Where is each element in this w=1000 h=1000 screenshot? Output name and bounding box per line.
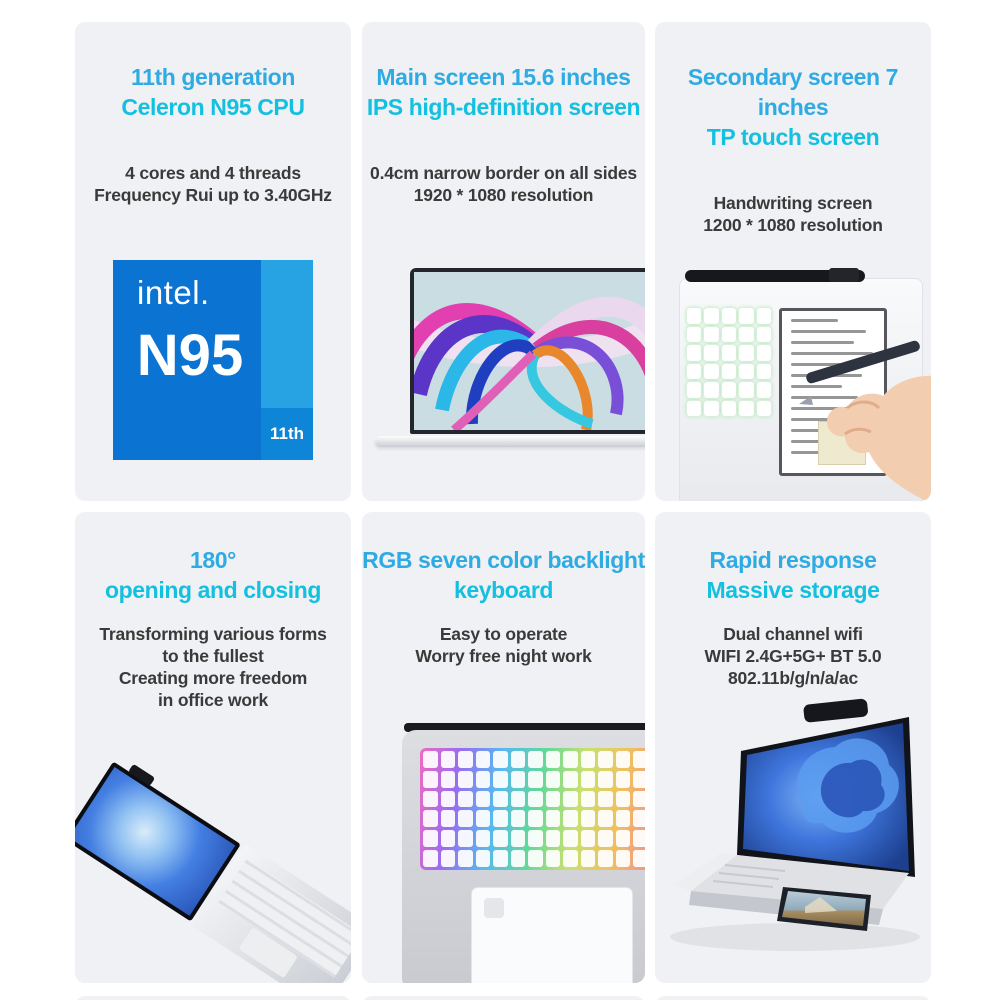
laptop-wallpaper (414, 272, 645, 430)
heading-line: TP touch screen (706, 124, 880, 150)
kb-key (423, 751, 438, 768)
kb-key (493, 791, 508, 808)
kb-key (476, 791, 491, 808)
kb-key (581, 850, 596, 867)
heading-line: Celeron N95 CPU (121, 94, 305, 120)
badge-model-label: N95 (136, 323, 244, 388)
card-heading (75, 62, 351, 122)
kb-key (598, 810, 613, 827)
kb-key (616, 810, 631, 827)
heading-line: RGB seven color backlight (362, 547, 645, 573)
kb-key (563, 830, 578, 847)
laptop-180-image (75, 711, 351, 973)
kb-key (633, 850, 645, 867)
kb-key (528, 791, 543, 808)
body-line: Handwriting screen (713, 193, 873, 213)
kb-key (423, 791, 438, 808)
laptop-deck (402, 730, 645, 983)
kb-key (616, 830, 631, 847)
body-line: Worry free night work (415, 646, 592, 666)
card-body (655, 192, 931, 236)
kb-key (563, 850, 578, 867)
kb-key (493, 830, 508, 847)
kb-key (511, 791, 526, 808)
td-key (687, 327, 701, 343)
kb-key (598, 771, 613, 788)
next-row-card (362, 996, 645, 1000)
kb-key (633, 751, 645, 768)
handwriting-screen-image (655, 256, 931, 501)
kb-key (423, 810, 438, 827)
td-key (687, 382, 701, 398)
camera-module (829, 268, 859, 282)
kb-key (511, 771, 526, 788)
kb-key (528, 810, 543, 827)
td-key (704, 364, 718, 380)
kb-key (563, 810, 578, 827)
trackpad (472, 888, 632, 983)
kb-key (511, 751, 526, 768)
kb-key (581, 830, 596, 847)
td-key (722, 401, 736, 417)
kb-key (441, 850, 456, 867)
card-body (75, 623, 351, 711)
kb-key (528, 850, 543, 867)
td-key (704, 345, 718, 361)
laptop-screen (410, 268, 645, 434)
kb-key (546, 791, 561, 808)
body-line: 1920 * 1080 resolution (413, 185, 594, 205)
body-line: Dual channel wifi (723, 624, 863, 644)
kb-key (458, 771, 473, 788)
kb-key (441, 810, 456, 827)
intel-n95-badge (113, 260, 313, 460)
heading-line: IPS high-definition screen (366, 94, 641, 120)
kb-key (563, 791, 578, 808)
kb-key (441, 771, 456, 788)
td-key (757, 364, 771, 380)
td-key (757, 382, 771, 398)
heading-line: Rapid response (709, 547, 877, 573)
heading-line: 180° (190, 547, 236, 573)
kb-key (476, 830, 491, 847)
next-row-card (75, 996, 351, 1000)
td-key (739, 345, 753, 361)
heading-line: keyboard (453, 577, 554, 603)
td-key (739, 327, 753, 343)
kb-key (616, 791, 631, 808)
mini-keyboard (687, 308, 771, 416)
td-key (704, 382, 718, 398)
td-key (757, 327, 771, 343)
body-line: Transforming various forms (99, 624, 327, 644)
heading-line: Main screen 15.6 inches (376, 64, 631, 90)
kb-key (511, 830, 526, 847)
kb-key (476, 751, 491, 768)
body-line: Frequency Rui up to 3.40GHz (94, 185, 332, 205)
kb-key (546, 771, 561, 788)
td-key (722, 345, 736, 361)
kb-key (423, 771, 438, 788)
kb-key (476, 771, 491, 788)
rgb-keyboard-image (362, 705, 645, 983)
kb-key (441, 791, 456, 808)
kb-key (476, 850, 491, 867)
body-line: Easy to operate (439, 624, 568, 644)
heading-line: Secondary screen 7 inches (687, 64, 899, 120)
feature-card-180-hinge (75, 512, 351, 983)
kb-key (581, 751, 596, 768)
kb-key (458, 791, 473, 808)
card-heading (362, 62, 645, 122)
kb-key (493, 751, 508, 768)
body-line: to the fullest (162, 646, 264, 666)
card-heading (75, 545, 351, 605)
body-line: in office work (158, 690, 268, 710)
kb-key (528, 751, 543, 768)
kb-key (598, 830, 613, 847)
kb-key (441, 751, 456, 768)
kb-key (563, 771, 578, 788)
feature-card-secondary-screen (655, 22, 931, 501)
td-key (739, 308, 753, 324)
kb-key (511, 810, 526, 827)
td-key (687, 308, 701, 324)
kb-key (546, 751, 561, 768)
td-key (722, 382, 736, 398)
kb-key (423, 830, 438, 847)
td-key (722, 364, 736, 380)
feature-card-wifi-storage (655, 512, 931, 983)
card-heading (655, 62, 931, 152)
heading-line: 11th generation (131, 64, 295, 90)
body-line: 0.4cm narrow border on all sides (370, 163, 637, 183)
card-body (75, 162, 351, 206)
kb-key (493, 850, 508, 867)
td-key (722, 308, 736, 324)
kb-key (458, 751, 473, 768)
td-key (739, 364, 753, 380)
laptop-base (375, 436, 645, 447)
kb-key (633, 791, 645, 808)
kb-key (458, 850, 473, 867)
flat-laptop (75, 759, 351, 983)
td-key (757, 401, 771, 417)
kb-key (528, 771, 543, 788)
kb-key (598, 791, 613, 808)
dual-screen-laptop-image (655, 689, 931, 969)
kb-key (616, 771, 631, 788)
kb-key (598, 850, 613, 867)
feature-card-main-screen (362, 22, 645, 501)
kb-key (633, 810, 645, 827)
kb-key (458, 810, 473, 827)
heading-line: Massive storage (706, 577, 880, 603)
kb-key (476, 810, 491, 827)
kb-key (546, 850, 561, 867)
body-line: 1200 * 1080 resolution (703, 215, 883, 235)
intel-logo: intel. (137, 274, 210, 311)
feature-card-cpu (75, 22, 351, 501)
kb-key (598, 751, 613, 768)
badge-generation-label: 11th (261, 408, 313, 460)
td-key (704, 401, 718, 417)
kb-key (493, 810, 508, 827)
kb-key (493, 771, 508, 788)
td-key (687, 364, 701, 380)
laptop-front-image (362, 224, 645, 479)
kb-key (441, 830, 456, 847)
kb-key (581, 810, 596, 827)
body-line: 802.11b/g/n/a/ac (727, 668, 859, 688)
td-key (739, 382, 753, 398)
kb-key (581, 771, 596, 788)
td-key (704, 327, 718, 343)
card-heading (362, 545, 645, 605)
kb-key (546, 830, 561, 847)
kb-key (563, 751, 578, 768)
td-key (704, 308, 718, 324)
td-key (687, 345, 701, 361)
heading-line: opening and closing (104, 577, 321, 603)
kb-key (581, 791, 596, 808)
kb-key (633, 771, 645, 788)
td-key (739, 401, 753, 417)
kb-key (633, 830, 645, 847)
feature-card-rgb-keyboard (362, 512, 645, 983)
body-line: Creating more freedom (118, 668, 308, 688)
card-body (655, 623, 931, 689)
kb-key (511, 850, 526, 867)
td-key (757, 345, 771, 361)
kb-key (616, 850, 631, 867)
card-heading (655, 545, 931, 605)
hand-with-stylus (787, 316, 931, 501)
body-line: WIFI 2.4G+5G+ BT 5.0 (704, 646, 882, 666)
next-row-card (655, 996, 931, 1000)
kb-key (546, 810, 561, 827)
body-line: 4 cores and 4 threads (125, 163, 301, 183)
kb-key (423, 850, 438, 867)
card-body (362, 623, 645, 667)
td-key (757, 308, 771, 324)
td-key (687, 401, 701, 417)
rgb-keyboard-keys (420, 748, 645, 870)
kb-key (458, 830, 473, 847)
kb-key (528, 830, 543, 847)
card-body (362, 162, 645, 206)
fingerprint-sensor (484, 898, 504, 918)
kb-key (616, 751, 631, 768)
td-key (722, 327, 736, 343)
